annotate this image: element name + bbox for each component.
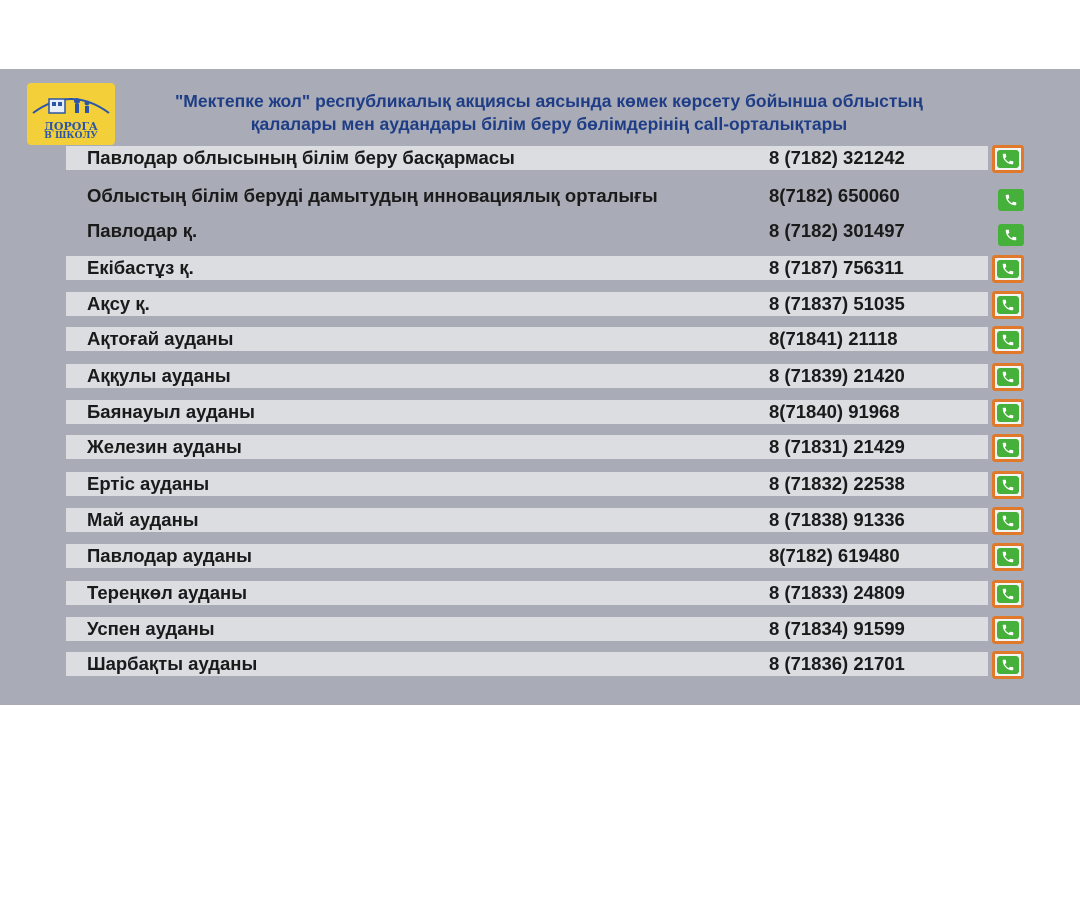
contact-phone[interactable]: 8 (7182) 321242: [769, 147, 905, 168]
call-button[interactable]: [992, 434, 1024, 462]
page-title: [124, 90, 974, 136]
phone-icon: [1001, 587, 1015, 601]
call-icon-background: [997, 585, 1019, 603]
phone-icon: [1001, 514, 1015, 528]
page-title-line1: "Мектепке жол" республикалық акциясы аясында көмек көрсету бойынша облыстың: [174, 91, 923, 111]
call-icon-background: [997, 656, 1019, 674]
call-button[interactable]: [992, 183, 1024, 211]
call-icon-background: [997, 512, 1019, 530]
contact-name: Май ауданы: [87, 509, 199, 530]
contact-name: Шарбақты ауданы: [87, 653, 258, 674]
contact-phone[interactable]: 8 (71832) 22538: [769, 473, 905, 494]
phone-icon: [1001, 406, 1015, 420]
phone-icon: [1001, 478, 1015, 492]
contact-name: Павлодар облысының білім беру басқармасы: [87, 147, 515, 168]
contact-row: [66, 581, 988, 605]
phone-icon: [1001, 333, 1015, 347]
phone-icon: [1001, 298, 1015, 312]
contact-row: [66, 652, 988, 676]
contact-row: [66, 400, 988, 424]
contact-phone[interactable]: 8 (71837) 51035: [769, 293, 905, 314]
contact-phone[interactable]: 8(7182) 619480: [769, 545, 900, 566]
contact-row: [66, 435, 988, 459]
contact-phone[interactable]: 8 (71838) 91336: [769, 509, 905, 530]
call-icon-background: [998, 189, 1024, 211]
call-button[interactable]: [992, 145, 1024, 173]
phone-icon: [1001, 658, 1015, 672]
phone-icon: [1004, 228, 1018, 242]
contact-name: Баянауыл ауданы: [87, 401, 255, 422]
call-button[interactable]: [992, 326, 1024, 354]
call-icon-background: [997, 476, 1019, 494]
contact-phone[interactable]: 8(7182) 650060: [769, 185, 900, 206]
call-button[interactable]: [992, 255, 1024, 283]
call-icon-background: [997, 404, 1019, 422]
call-icon-background: [997, 548, 1019, 566]
call-button[interactable]: [992, 291, 1024, 319]
contact-name: Аққулы ауданы: [87, 365, 231, 386]
call-button[interactable]: [992, 399, 1024, 427]
call-icon-background: [997, 331, 1019, 349]
call-button[interactable]: [992, 218, 1024, 246]
contact-phone[interactable]: 8 (71836) 21701: [769, 653, 905, 674]
contact-row: [66, 219, 988, 243]
call-icon-background: [997, 368, 1019, 386]
call-icon-background: [997, 621, 1019, 639]
contact-name: Ақтоғай ауданы: [87, 328, 234, 349]
school-logo: [27, 83, 115, 145]
phone-icon: [1001, 262, 1015, 276]
contact-name: Ақсу қ.: [87, 293, 150, 314]
contact-phone[interactable]: 8(71840) 91968: [769, 401, 900, 422]
contact-row: [66, 508, 988, 532]
phone-icon: [1001, 370, 1015, 384]
contact-phone[interactable]: 8 (7182) 301497: [769, 220, 905, 241]
call-icon-background: [997, 260, 1019, 278]
contact-name: Ертіс ауданы: [87, 473, 210, 494]
call-button[interactable]: [992, 580, 1024, 608]
call-button[interactable]: [992, 471, 1024, 499]
contact-phone[interactable]: 8 (71833) 24809: [769, 582, 905, 603]
contact-phone[interactable]: 8(71841) 21118: [769, 328, 898, 349]
phone-icon: [1001, 152, 1015, 166]
call-icon-background: [998, 224, 1024, 246]
contact-name: Екібастұз қ.: [87, 257, 194, 278]
contact-phone[interactable]: 8 (71839) 21420: [769, 365, 905, 386]
call-button[interactable]: [992, 363, 1024, 391]
logo-text-line2: В ШКОЛУ: [44, 131, 98, 141]
call-button[interactable]: [992, 507, 1024, 535]
contact-phone[interactable]: 8 (7187) 756311: [769, 257, 904, 278]
contact-phone[interactable]: 8 (71831) 21429: [769, 436, 905, 457]
logo-text-line1: ДОРОГА: [44, 120, 98, 133]
call-button[interactable]: [992, 543, 1024, 571]
phone-icon: [1004, 193, 1018, 207]
contact-name: Павлодар қ.: [87, 220, 198, 241]
contact-name: Павлодар ауданы: [87, 545, 252, 566]
call-button[interactable]: [992, 616, 1024, 644]
contact-row: [66, 472, 988, 496]
call-icon-background: [997, 439, 1019, 457]
contact-name: Успен ауданы: [87, 618, 215, 639]
contact-row: [66, 146, 988, 170]
contact-name: Железин ауданы: [87, 436, 242, 457]
call-button[interactable]: [992, 651, 1024, 679]
contact-row: [66, 617, 988, 641]
call-icon-background: [997, 150, 1019, 168]
page-title-line2: қалалары мен аудандары білім беру бөлімдерінің call-орталықтары: [250, 114, 848, 134]
contact-phone[interactable]: 8 (71834) 91599: [769, 618, 905, 639]
contact-row: [66, 184, 988, 208]
phone-icon: [1001, 550, 1015, 564]
contact-name: Облыстың білім беруді дамытудың инновациялық орталығы: [87, 185, 658, 206]
contact-row: [66, 292, 988, 316]
contact-name: Тереңкөл ауданы: [87, 582, 248, 603]
contact-row: [66, 256, 988, 280]
call-icon-background: [997, 296, 1019, 314]
phone-icon: [1001, 623, 1015, 637]
contact-row: [66, 544, 988, 568]
contact-row: [66, 364, 988, 388]
phone-icon: [1001, 441, 1015, 455]
contact-row: [66, 327, 988, 351]
